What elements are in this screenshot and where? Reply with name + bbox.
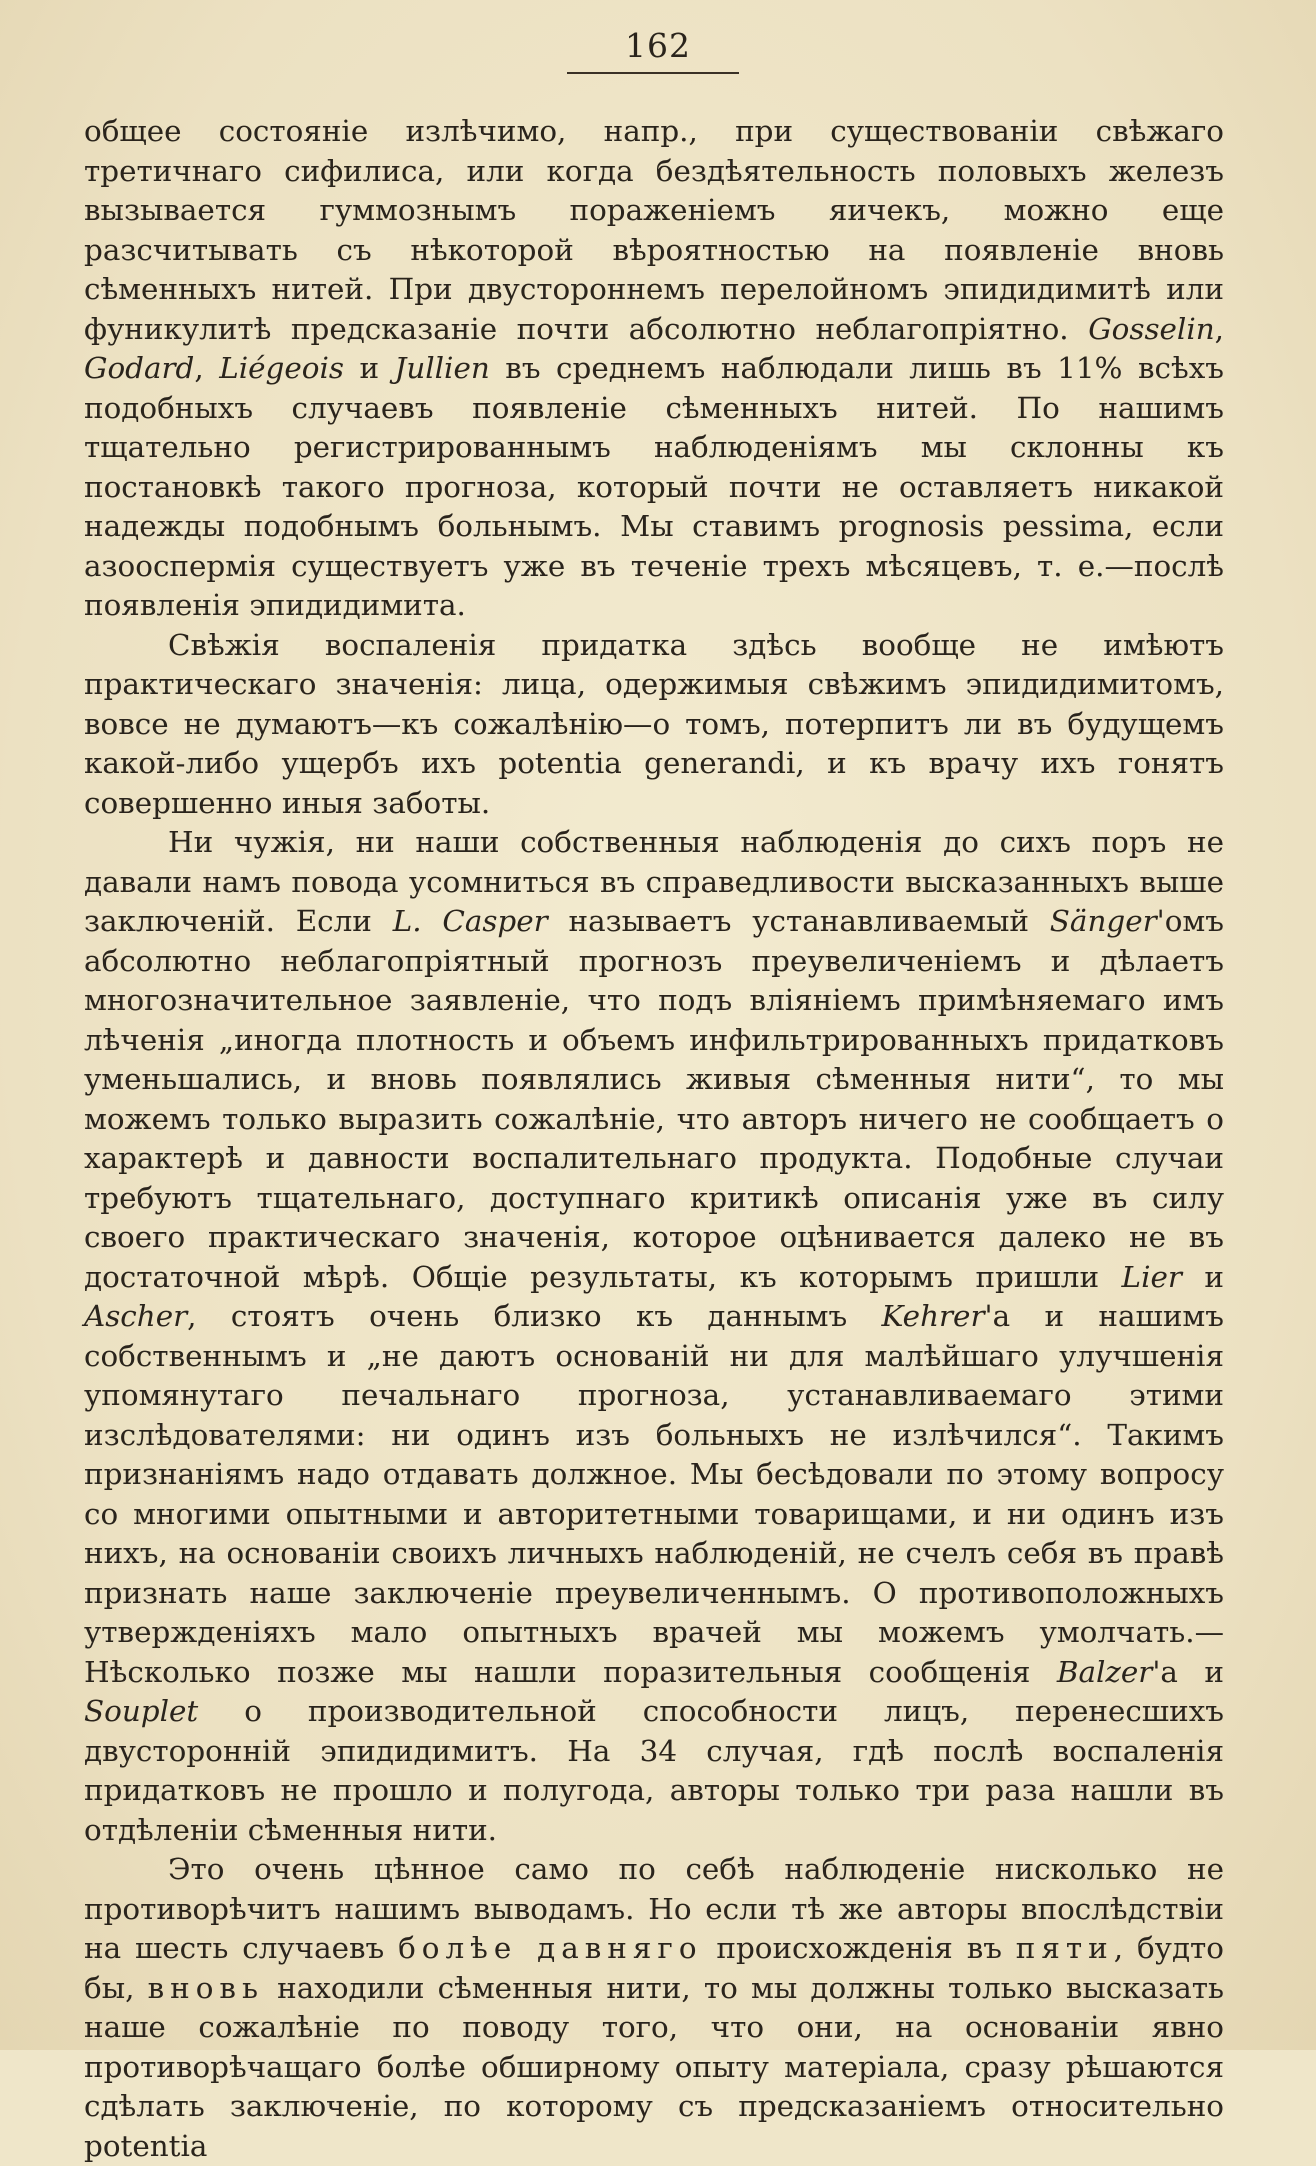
text-run: Это очень цѣнное само по себѣ наблюденіе нисколько не противорѣчитъ нашимъ выводамъ. Но если тѣ же авторы впослѣдствіи на шесть случаевъ: [84, 1852, 1224, 1965]
paragraph: [84, 1850, 1224, 2166]
emphasized-text: пяти: [1015, 1931, 1114, 1965]
paragraph: [84, 823, 1224, 1850]
text-run: находили сѣменныя нити, то мы должны только высказать наше сожалѣніе по поводу того, что они, на основаніи явно противорѣчащаго болѣе обширному опыту матеріала, сразу рѣшаются сдѣлать заключеніе, по которому съ предсказаніемъ относительно potentia: [84, 1970, 1224, 2163]
author-name: Kehrer: [881, 1299, 985, 1333]
text-run: , будто бы,: [84, 1931, 1224, 2005]
text-run: въ среднемъ наблюдали лишь въ 11% всѣхъ подобныхъ случаевъ появленіе сѣменныхъ нитей. По нашимъ тщательно регистрированнымъ наблюденіямъ мы склонны къ постановкѣ такого прогноза, который почти не оставляетъ никакой надежды подобнымъ больнымъ. Мы ставимъ prognosis pessima, если азооспермія существуетъ уже въ теченіе трехъ мѣсяцевъ, т. е.—послѣ появленія эпидидимита.: [84, 351, 1224, 622]
body-text: [84, 112, 1224, 2166]
text-run: и: [343, 351, 395, 385]
author-name: Ascher: [84, 1299, 188, 1333]
text-run: ,: [1214, 311, 1224, 346]
text-run: о производительной способности лицъ, перенесшихъ двусторонній эпидидимитъ. На 34 случая, гдѣ послѣ воспаленія придатковъ не прошло и полугода, авторы только три раза нашли въ отдѣленіи сѣменныя нити.: [84, 1694, 1224, 1847]
author-name: L. Casper: [392, 904, 548, 938]
text-run: общее состояніе излѣчимо, напр., при существованіи свѣжаго третичнаго сифилиса, или когда бездѣятельность половыхъ железъ вызывается гуммознымъ пораженіемъ яичекъ, можно еще разсчитывать съ нѣкоторой вѣроятностью на появленіе вновь сѣменныхъ нитей. При двустороннемъ перелойномъ эпидидимитѣ или фуникулитѣ предсказаніе почти абсолютно неблагопріятно.: [84, 114, 1224, 346]
author-name: Godard: [84, 351, 195, 385]
emphasized-text: вновь: [147, 1970, 264, 2005]
paragraph: [84, 626, 1224, 824]
author-name: Jullien: [394, 351, 490, 385]
text-run: ,: [194, 351, 220, 385]
header-rule: [567, 72, 739, 74]
page-number: 162: [625, 26, 691, 65]
author-name: Lier: [1121, 1259, 1182, 1294]
author-name: Liégeois: [219, 351, 344, 385]
author-name: Balzer: [1056, 1654, 1153, 1689]
text-run: и: [1181, 1259, 1225, 1294]
author-name: Souplet: [84, 1694, 199, 1728]
text-run: 'а и нашимъ собственнымъ и „не даютъ основаній ни для малѣйшаго улучшенія упомянутаго печальнаго прогноза, устанавливаемаго этими изслѣдователями: ни одинъ изъ больныхъ не излѣчился“. Такимъ признаніямъ надо отдавать должное. Мы бесѣдовали по этому вопросу со многими опытными и авторитетными товарищами, и ни одинъ изъ нихъ, на основаніи своихъ личныхъ наблюденій, не счелъ себя въ правѣ признать наше заключеніе преувеличеннымъ. О противоположныхъ утвержденіяхъ мало опытныхъ врачей мы можемъ умолчать.—Нѣсколько позже мы нашли поразительныя сообщенія: [84, 1299, 1224, 1689]
emphasized-text: болѣе давняго: [398, 1931, 703, 1965]
text-run: называетъ устанавливаемый: [547, 904, 1050, 938]
text-run: , стоятъ очень близко къ даннымъ: [187, 1299, 882, 1333]
text-run: 'омъ абсолютно неблагопріятный прогнозъ преувеличеніемъ и дѣлаетъ многозначительное заявленіе, что подъ вліяніемъ примѣняемаго имъ лѣченія „иногда плотность и объемъ инфильтрированныхъ придатковъ уменьшались, и вновь появлялись живыя сѣменныя нити“, то мы можемъ только выразить сожалѣніе, что авторъ ничего не сообщаетъ о характерѣ и давности воспалительнаго продукта. Подобные случаи требуютъ тщательнаго, доступнаго критикѣ описанія уже въ силу своего практическаго значенія, которое оцѣнивается далеко не въ достаточной мѣрѣ. Общіе результаты, къ которымъ пришли: [84, 904, 1224, 1294]
text-run: Ни чужія, ни наши собственныя наблюденія до сихъ поръ не давали намъ повода усомниться въ справедливости высказанныхъ выше заключеній. Если: [84, 825, 1224, 938]
text-run: 'а и: [1152, 1654, 1224, 1689]
paragraph: [84, 112, 1224, 626]
text-run: происхожденія въ: [702, 1931, 1016, 1965]
author-name: Sänger: [1049, 904, 1157, 938]
text-run: Свѣжія воспаленія придатка здѣсь вообще не имѣютъ практическаго значенія: лица, одержимыя свѣжимъ эпидидимитомъ, вовсе не думаютъ—къ сожалѣнію—о томъ, потерпитъ ли въ будущемъ какой-либо ущербъ ихъ potentia generandi, и къ врачу ихъ гонятъ совершенно иныя заботы.: [84, 627, 1224, 820]
author-name: Gosselin: [1088, 311, 1215, 346]
